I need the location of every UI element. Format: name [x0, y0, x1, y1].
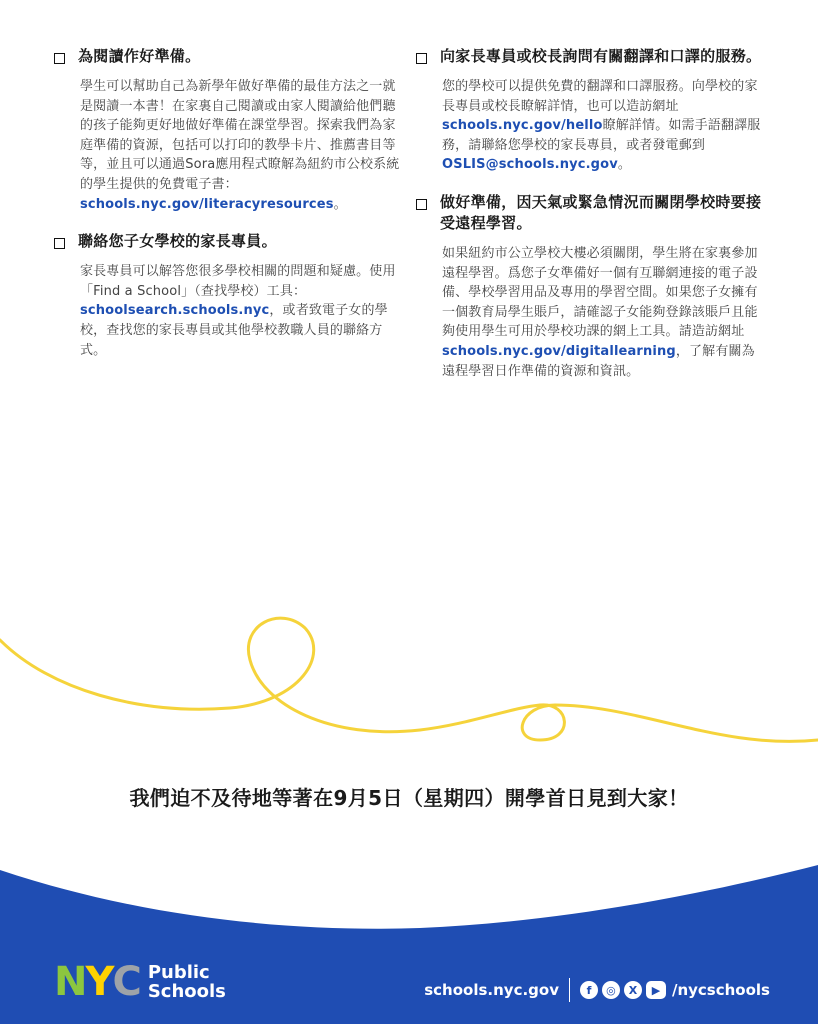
body-text-end: 。 [617, 157, 631, 173]
section-body [442, 244, 766, 381]
body-text-end: ，了解有關為遠程學習日作準備的資源和資訊。 [442, 343, 755, 379]
checkbox-icon [54, 53, 65, 64]
checkbox-icon [416, 53, 427, 64]
social-handle[interactable]: /nycschools [671, 981, 770, 999]
section-header [416, 192, 766, 234]
nyc-logo-letters [54, 959, 140, 1005]
section-title: 向家長專員或校長詢問有關翻譯和口譯的服務。 [440, 47, 762, 65]
body-text: 家長專員可以解答您很多學校相關的問題和疑慮。使用「Find a School」（查找學校）工具： [80, 264, 396, 299]
x-icon[interactable]: X [624, 981, 642, 999]
right-column [416, 46, 766, 398]
section-title: 聯絡您子女學校的家長專員。 [78, 232, 277, 251]
literacy-resources-link[interactable]: schools.nyc.gov/literacyresources [80, 196, 334, 212]
nyc-public-schools-logo [54, 959, 226, 1005]
logo-line-public: Public [147, 962, 210, 983]
website-link[interactable]: schools.nyc.gov [424, 981, 559, 999]
left-column [54, 46, 402, 377]
youtube-icon[interactable]: ▶ [646, 981, 666, 999]
instagram-icon[interactable]: ◎ [602, 981, 620, 999]
logo-letter-n: N [54, 959, 86, 1005]
logo-letter-c: C [112, 959, 140, 1005]
closing-message: 我們迫不及待地等著在9月5日（星期四）開學首日見到大家！ [129, 786, 689, 810]
section-body [442, 77, 766, 175]
body-text-middle: 瞭解詳情。如需手語翻譯服務，請聯絡您學校的家長專員，或者發電郵到 [442, 118, 761, 153]
section-title: 做好準備，因天氣或緊急情況而關閉學校時要接受遠程學習。 [440, 192, 762, 232]
section-header [54, 231, 402, 252]
body-text-end: ，或者致電子女的學校，查找您的家長專員或其他學校教職人員的聯絡方式。 [80, 303, 388, 358]
section-reading [54, 46, 402, 214]
section-title: 為閱讀作好準備。 [78, 47, 201, 65]
section-remote-learning [416, 192, 766, 381]
school-search-link[interactable]: schoolsearch.schools.nyc [80, 303, 270, 319]
section-translation [416, 46, 766, 175]
body-text-end: 。 [333, 196, 347, 212]
logo-wordmark [148, 963, 226, 1001]
facebook-icon[interactable]: f [580, 981, 598, 999]
logo-line-schools: Schools [147, 981, 226, 1002]
footer-divider [569, 978, 570, 1002]
oslis-email-link[interactable]: OSLIS@schools.nyc.gov [442, 157, 618, 173]
section-header [54, 46, 402, 67]
checkbox-icon [416, 199, 427, 210]
digital-learning-link[interactable]: schools.nyc.gov/digitallearning [442, 343, 676, 359]
hello-link[interactable]: schools.nyc.gov/hello [442, 118, 603, 134]
logo-letter-y: Y [85, 959, 113, 1005]
section-parent-coordinator [54, 231, 402, 360]
social-icons [580, 981, 666, 999]
section-header [416, 46, 766, 67]
footer-links [424, 978, 770, 1002]
body-text: 學生可以幫助自己為新學年做好準備的最佳方法之一就是閱讀一本書！在家裏自己閱讀或由家人閱讀給他們聽的孩子能夠更好地做好準備在課堂學習。探索我們為家庭準備的資源，包括可以打印的教學卡片、推薦書目等等，並且可以通過Sora應用程式瞭解為紐約市公校系統的學生提供的免費電子書： [80, 79, 400, 192]
body-text: 如果紐約市公立學校大樓必須關閉，學生將在家裏參加遠程學習。爲您子女準備好一個有互聯網連接的電子設備、學校學習用品及專用的學習空間。如果您子女擁有一個教育局學生賬戶，請確認子女能夠登錄該賬戶且能夠使用學生可用於學校功課的網上工具。請造訪網址 [442, 245, 758, 340]
section-body [80, 262, 402, 360]
body-text: 您的學校可以提供免費的翻譯和口譯服務。向學校的家長專員或校長瞭解詳情，也可以造訪網址 [442, 79, 758, 114]
decorative-wave [0, 600, 818, 770]
checkbox-icon [54, 238, 65, 249]
section-body [80, 77, 402, 214]
